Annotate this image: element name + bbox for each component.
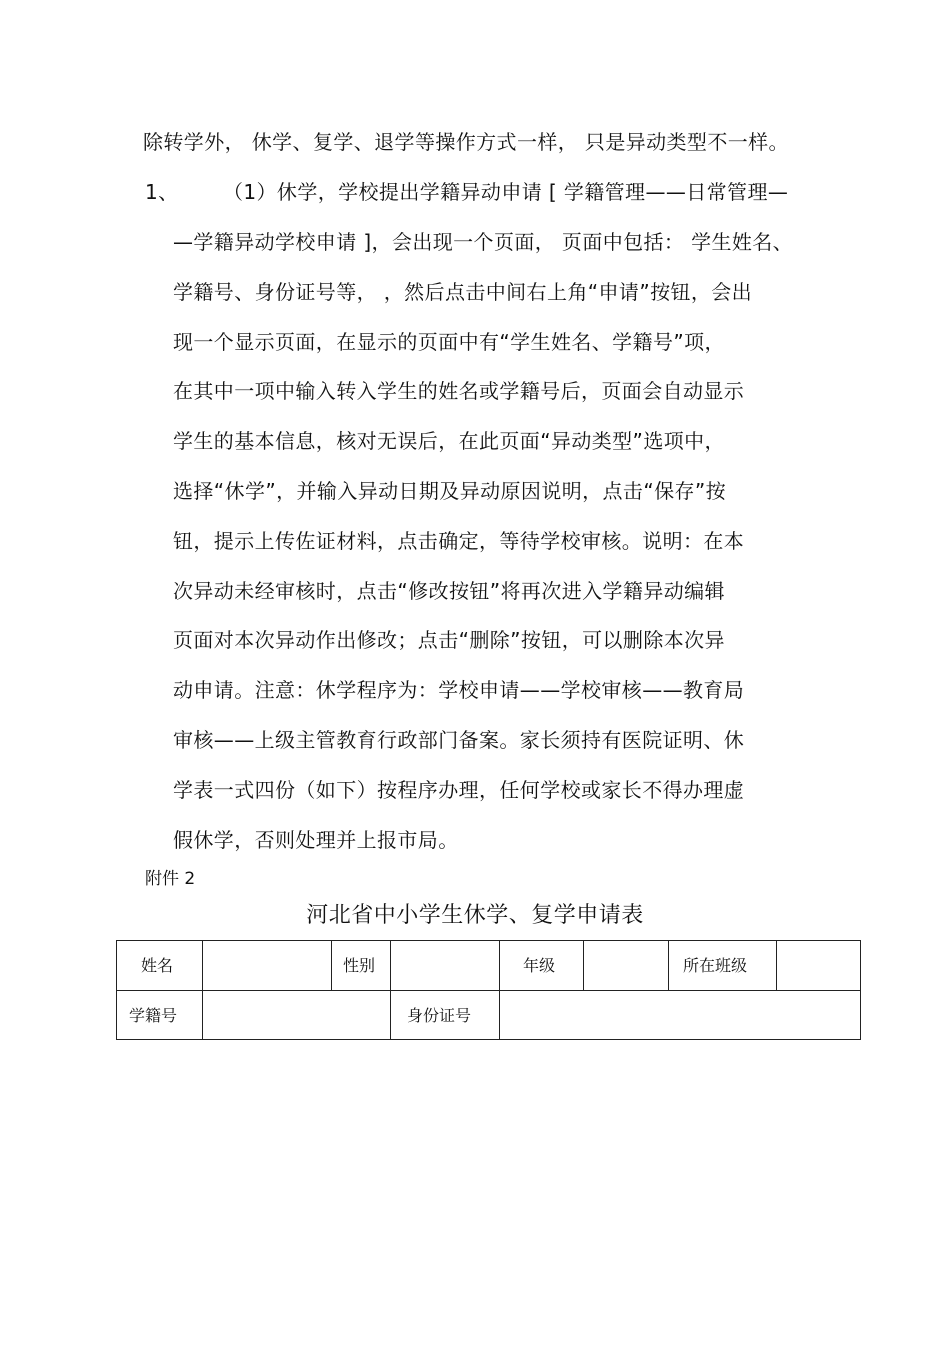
attachment-label: 附件 2: [145, 869, 196, 889]
item-line: 钮，提示上传佐证材料，点击确定，等待学校审核。说明：在本: [173, 529, 745, 553]
class-label: 所在班级: [683, 956, 748, 975]
cell-divider: [390, 941, 391, 990]
table-row-divider: [117, 990, 860, 991]
cell-divider: [499, 991, 500, 1039]
name-label: 姓名: [141, 956, 174, 975]
gender-label: 性别: [343, 956, 376, 975]
item-line: 次异动未经审核时，点击“修改按钮”将再次进入学籍异动编辑: [173, 579, 725, 603]
item-line: 假休学，否则处理并上报市局。: [173, 828, 459, 852]
item-line: 选择“休学”，并输入异动日期及异动原因说明，点击“保存”按: [173, 479, 727, 503]
cell-divider: [331, 941, 332, 990]
cell-divider: [776, 941, 777, 990]
item-line: 审核——上级主管教育行政部门备案。家长须持有医院证明、休: [173, 728, 745, 752]
intro-paragraph: 除转学外， 休学、复学、退学等操作方式一样， 只是异动类型不一样。: [143, 130, 789, 154]
item-line: 学表一式四份（如下）按程序办理，任何学校或家长不得办理虚: [173, 778, 745, 802]
item-line: 在其中一项中输入转入学生的姓名或学籍号后，页面会自动显示: [173, 379, 745, 403]
item-line: 动申请。注意：休学程序为：学校申请——学校审核——教育局: [173, 678, 745, 702]
cell-divider: [202, 991, 203, 1039]
cell-divider: [668, 941, 669, 990]
item-line: 现一个显示页面，在显示的页面中有“学生姓名、学籍号”项，: [173, 330, 725, 354]
id-card-label: 身份证号: [407, 1006, 472, 1025]
grade-label: 年级: [523, 956, 556, 975]
item-line: 学生的基本信息，核对无误后，在此页面“异动类型”选项中，: [173, 429, 725, 453]
application-form-table: [116, 940, 861, 1040]
item-line: （1）休学，学校提出学籍异动申请 [ 学籍管理——日常管理—: [223, 180, 789, 204]
cell-divider: [583, 941, 584, 990]
item-number: 1、: [145, 180, 179, 204]
cell-divider: [202, 941, 203, 990]
cell-divider: [390, 991, 391, 1039]
item-line: 页面对本次异动作出修改；点击“删除”按钮，可以删除本次异: [173, 628, 725, 652]
form-title: 河北省中小学生休学、复学申请表: [306, 903, 644, 928]
item-line: 学籍号、身份证号等， ，然后点击中间右上角“申请”按钮，会出: [173, 280, 753, 304]
item-line: —学籍异动学校申请 ]，会出现一个页面， 页面中包括： 学生姓名、: [173, 230, 794, 254]
cell-divider: [499, 941, 500, 990]
student-id-label: 学籍号: [129, 1006, 178, 1025]
